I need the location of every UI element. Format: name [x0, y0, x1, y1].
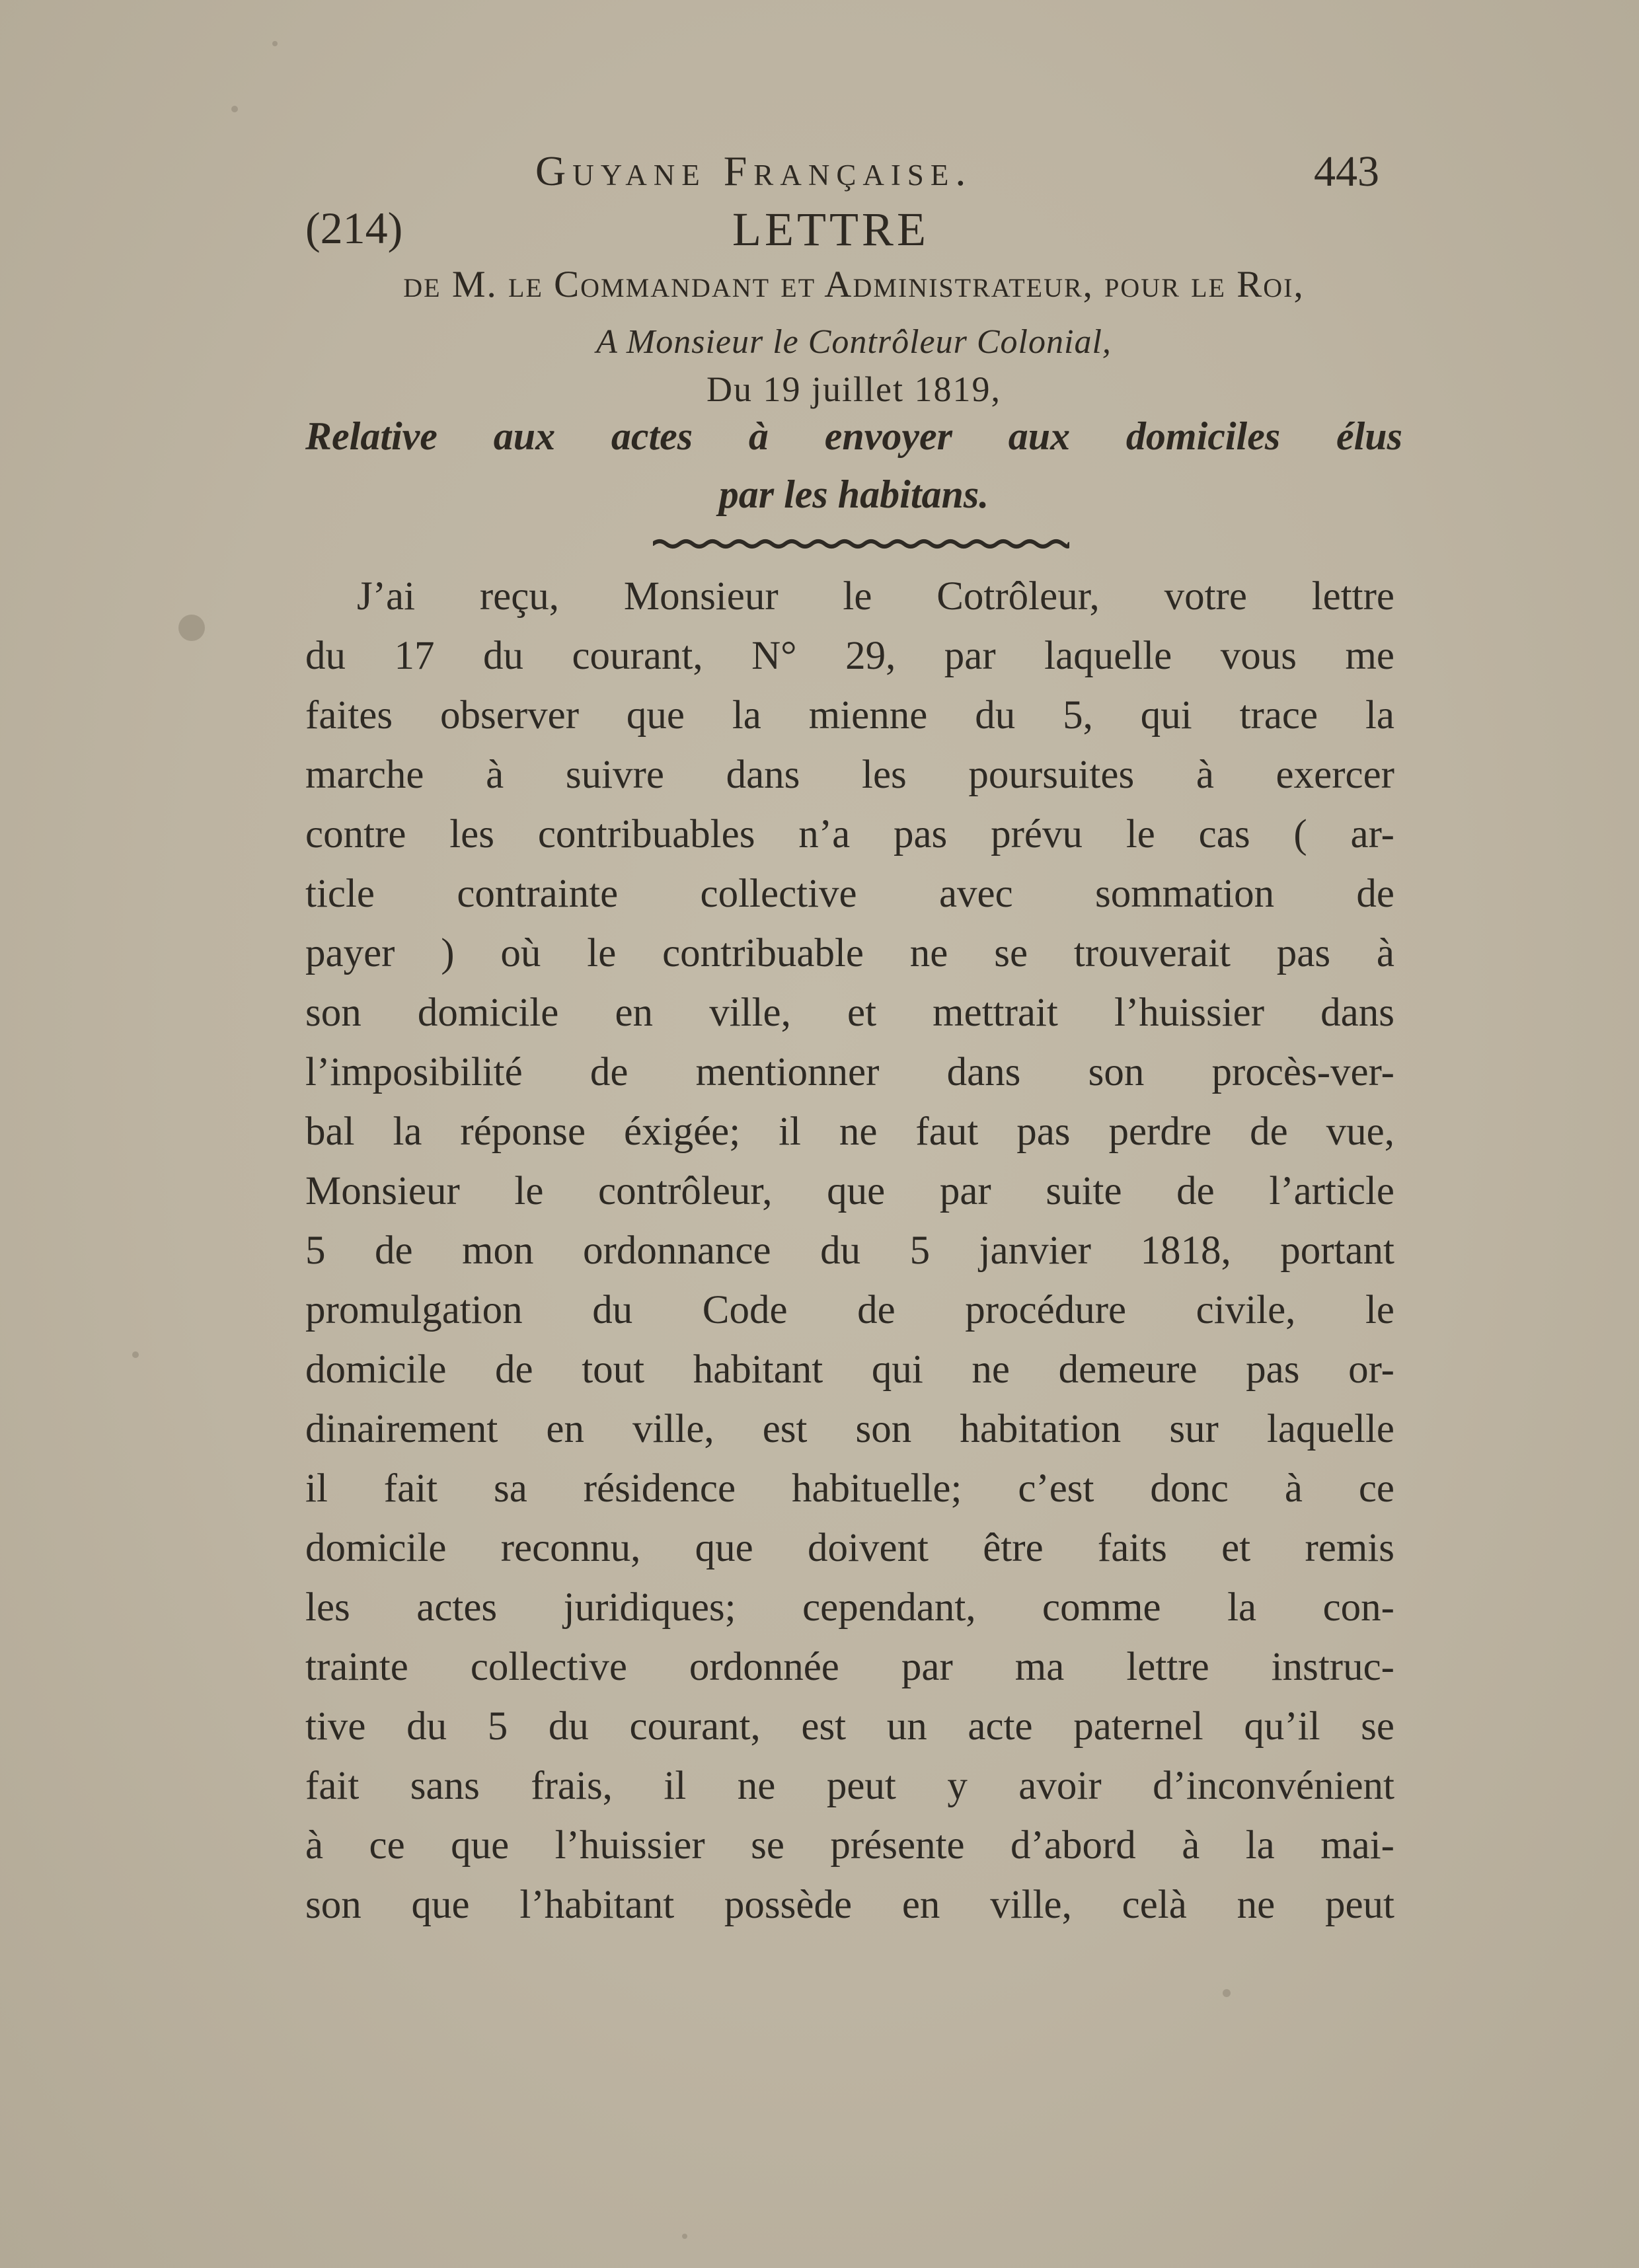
- letter-title: LETTRE: [732, 203, 929, 256]
- paper-stain: [272, 41, 278, 46]
- body-line: les actes juridiques; cependant, comme la con-: [305, 1585, 1394, 1630]
- paper-stain: [178, 615, 205, 641]
- body-line: promulgation du Code de procédure civile, le: [305, 1288, 1394, 1332]
- letter-number: (214): [305, 203, 403, 253]
- letter-date: Du 19 juillet 1819,: [706, 369, 1001, 409]
- body-line: son domicile en ville, et mettrait l’huissier dans: [305, 991, 1394, 1035]
- body-line: payer ) où le contribuable ne se trouverait pas à: [305, 931, 1394, 975]
- letter-subject-line-1: Relative aux actes à envoyer aux domiciles élus: [305, 414, 1402, 458]
- body-line: son que l’habitant possède en ville, celà ne peut: [305, 1883, 1394, 1927]
- body-line: 5 de mon ordonnance du 5 janvier 1818, portant: [305, 1228, 1394, 1273]
- paper-stain: [682, 2234, 687, 2239]
- body-line: domicile de tout habitant qui ne demeure pas or-: [305, 1347, 1394, 1392]
- letter-recipient: A Monsieur le Contrôleur Colonial,: [596, 323, 1112, 361]
- paper-stain: [1223, 1989, 1231, 1997]
- body-line: dinairement en ville, est son habitation sur laquelle: [305, 1407, 1394, 1451]
- body-line: marche à suivre dans les poursuites à exercer: [305, 753, 1394, 797]
- body-line: bal la réponse éxigée; il ne faut pas perdre de vue,: [305, 1110, 1394, 1154]
- body-line: à ce que l’huissier se présente d’abord à la mai-: [305, 1823, 1394, 1868]
- body-line: contre les contribuables n’a pas prévu le cas ( ar-: [305, 812, 1394, 856]
- body-line: ticle contrainte collective avec sommation de: [305, 872, 1394, 916]
- body-line: fait sans frais, il ne peut y avoir d’inconvénient: [305, 1764, 1394, 1808]
- body-line: domicile reconnu, que doivent être faits et remis: [305, 1526, 1394, 1570]
- body-line: l’imposibilité de mentionner dans son procès-ver-: [305, 1050, 1394, 1094]
- paper-stain: [231, 106, 238, 112]
- letter-subject-line-2: par les habitans.: [718, 472, 989, 516]
- letter-sender: de M. le Commandant et Administrateur, pour le Roi,: [403, 264, 1305, 305]
- body-line: il fait sa résidence habituelle; c’est donc à ce: [305, 1466, 1394, 1511]
- body-line: du 17 du courant, N° 29, par laquelle vous me: [305, 634, 1394, 678]
- body-line: faites observer que la mienne du 5, qui trace la: [305, 693, 1394, 737]
- running-head: Guyane Française.: [535, 147, 973, 194]
- body-line: tive du 5 du courant, est un acte paternel qu’il se: [305, 1704, 1394, 1749]
- body-line: Monsieur le contrôleur, que par suite de l’article: [305, 1169, 1394, 1213]
- page-number: 443: [1314, 147, 1379, 196]
- paper-stain: [132, 1351, 139, 1358]
- body-line: J’ai reçu, Monsieur le Cotrôleur, votre lettre: [357, 574, 1394, 619]
- body-line: trainte collective ordonnée par ma lettre instruc-: [305, 1645, 1394, 1689]
- wavy-rule-ornament: [653, 537, 1069, 551]
